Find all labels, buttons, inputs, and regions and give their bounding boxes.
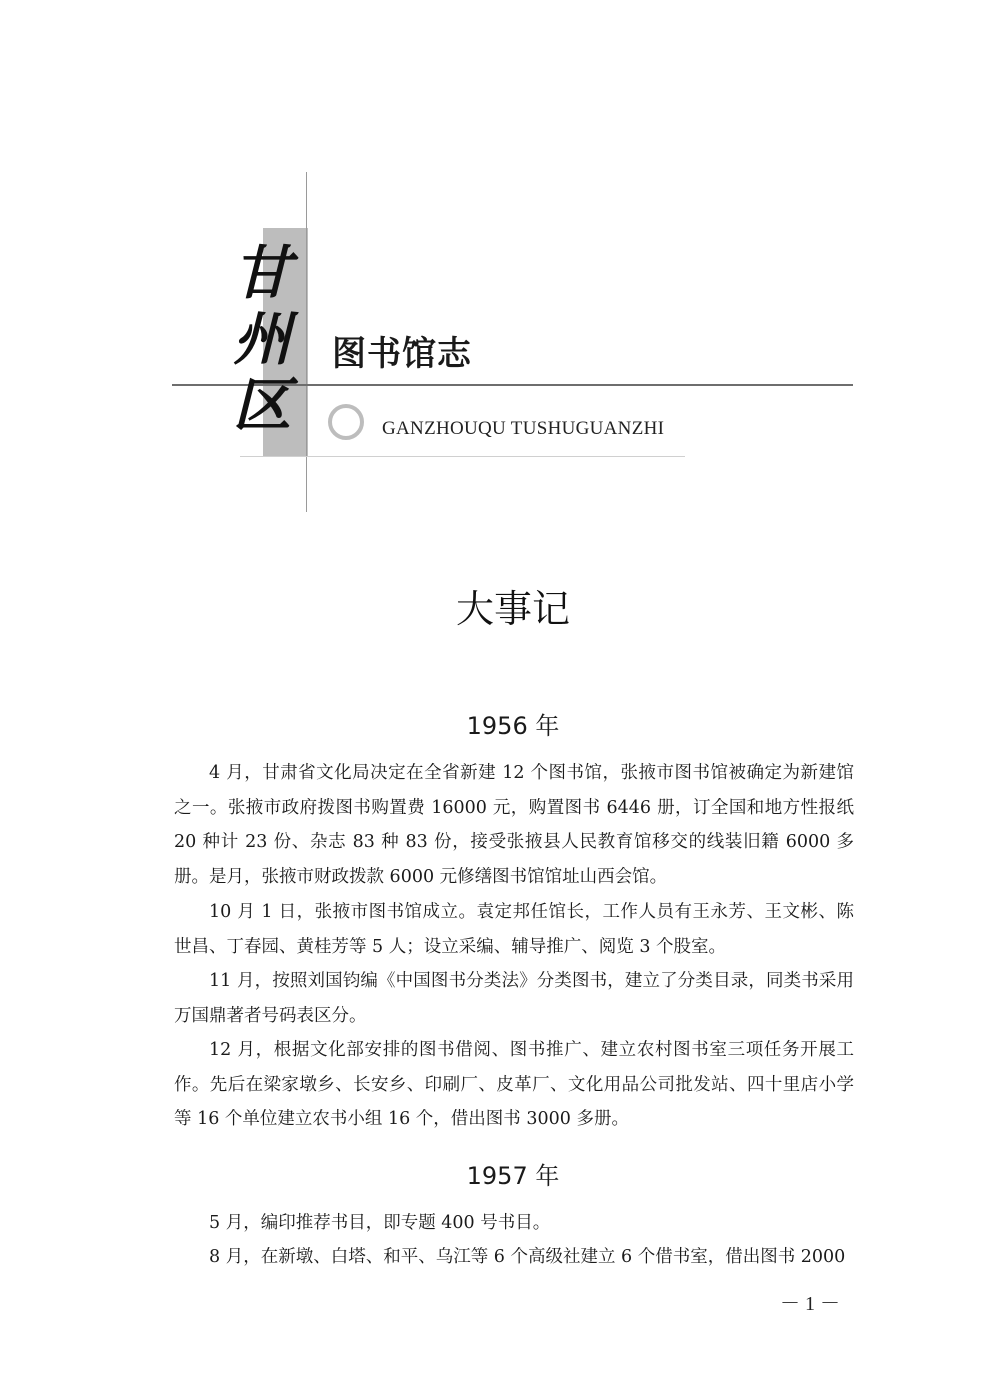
year-heading-1957: 1957 年 (466, 1162, 560, 1190)
circle-icon (328, 404, 364, 440)
paragraph: 4 月，甘肃省文化局决定在全省新建 12 个图书馆，张掖市图书馆被确定为新建馆之一。张掖市政府拨图书购置费 16000 元，购置图书 6446 册，订全国和地方性报纸 20 种计 23 份、杂志 83 种 83 份，接受张掖县人民教育馆移交的线装旧籍 6000 多册。是月，张掖市财政拨款 6000 元修缮图书馆馆址山西会馆。 (174, 763, 854, 887)
brand-char-1: 甘 (232, 239, 291, 307)
book-pinyin-title: GANZHOUQU TUSHUGUANZHI (382, 418, 665, 439)
chapter-title: 大事记 (455, 587, 570, 631)
brand-char-2: 州 (232, 305, 291, 373)
paragraph: 5 月，编印推荐书目，即专题 400 号书目。 (209, 1213, 551, 1233)
header-vertical-rule (306, 172, 307, 512)
paragraph: 10 月 1 日，张掖市图书馆成立。袁定邦任馆长，工作人员有王永芳、王文彬、陈世昌、丁春园、黄桂芳等 5 人；设立采编、辅导推广、阅览 3 个股室。 (174, 902, 854, 957)
paragraph: 11 月，按照刘国钧编《中国图书分类法》分类图书，建立了分类目录，同类书采用万国鼎著者号码表区分。 (174, 971, 855, 1026)
page-number: － 1 － (780, 1293, 840, 1315)
paragraph: 8 月，在新墩、白塔、和平、乌江等 6 个高级社建立 6 个借书室，借出图书 2000 (209, 1247, 846, 1267)
brand-char-3: 区 (232, 371, 291, 439)
year-heading-1956: 1956 年 (466, 712, 560, 740)
brand-calligraphy (222, 240, 302, 438)
book-subtitle: 图书馆志 (332, 334, 472, 374)
header-sub-rule (240, 456, 685, 457)
paragraph: 12 月，根据文化部安排的图书借阅、图书推广、建立农村图书室三项任务开展工作。先后在梁家墩乡、长安乡、印刷厂、皮革厂、文化用品公司批发站、四十里店小学等 16 个单位建立农书小组 16 个，借出图书 3000 多册。 (174, 1040, 854, 1129)
